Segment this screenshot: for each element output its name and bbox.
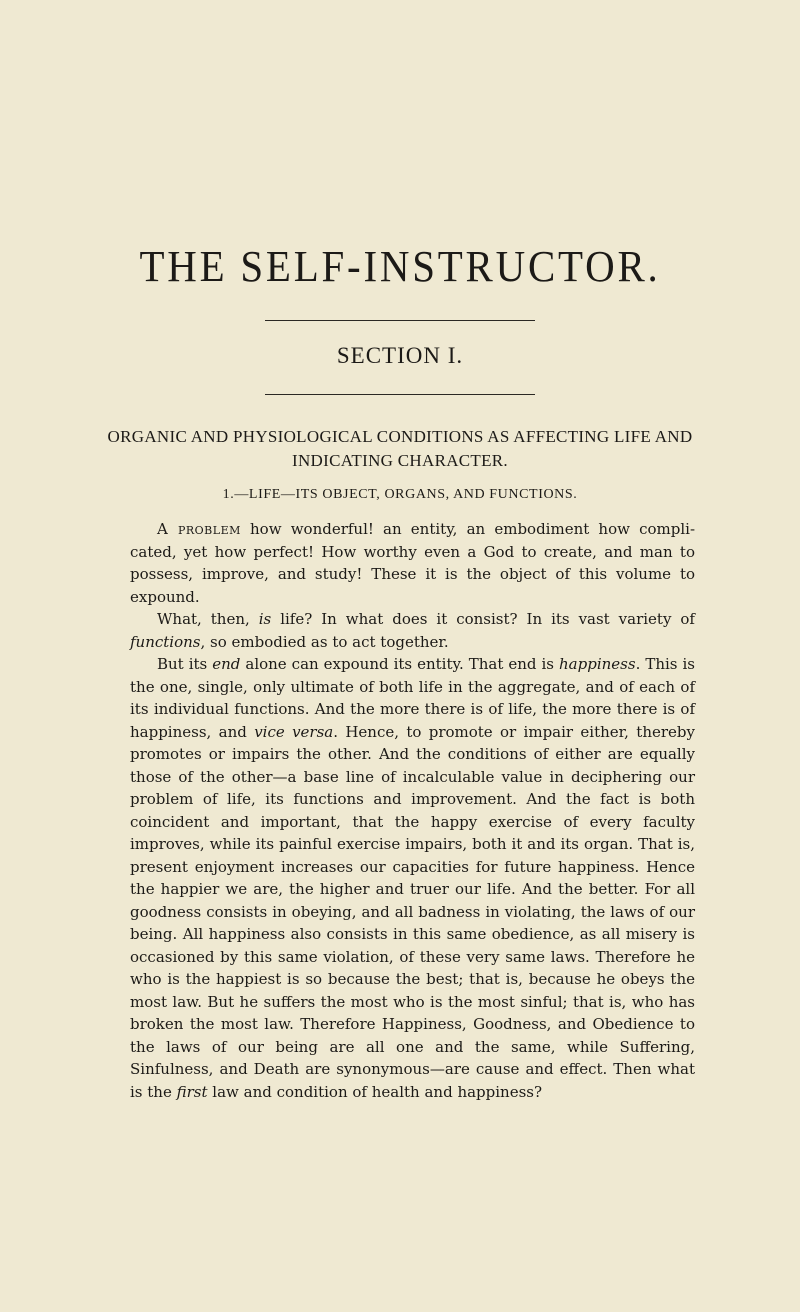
paragraph-what-is-life xyxy=(130,608,695,653)
subsection-heading: 1.—LIFE—ITS OBJECT, ORGANS, AND FUNCTIONS. xyxy=(222,487,578,502)
paragraph-text: life? In what does it consist? In its vast variety of xyxy=(271,610,695,628)
italic-word: end xyxy=(212,655,241,673)
title-rule-top xyxy=(265,320,535,321)
italic-word: first xyxy=(176,1082,208,1101)
paragraph-lead: A problem xyxy=(157,520,241,538)
italic-word: is xyxy=(258,610,272,628)
paragraph-text: But its xyxy=(157,655,213,673)
italic-word: vice versa xyxy=(254,722,334,741)
section-label: SECTION I. xyxy=(336,343,464,368)
paragraph-intro xyxy=(130,518,695,608)
paragraph-text: , so embodied as to act together. xyxy=(200,632,449,651)
paragraph-text: law and condition of health and happiness? xyxy=(207,1082,543,1101)
paragraph-text: . This is the one, single, only ultimate of both life in the aggregate, and of each of its individual functions. And the more there is of life, the more there is of happiness, and xyxy=(130,655,695,741)
chapter-heading: ORGANIC AND PHYSIOLOGICAL CONDITIONS AS AFFECTING LIFE AND INDICATING CHARACTER. xyxy=(107,427,693,470)
title-rule-bottom xyxy=(265,394,535,395)
paragraph-text: alone can expound its entity. That end is xyxy=(240,655,560,673)
italic-word: functions xyxy=(130,632,201,651)
italic-word: happiness xyxy=(559,655,636,673)
paragraph-text: . Hence, to promote or impair either, thereby promotes or impairs the other. And the conditions of either are equally those of the other—a base line of incalculable value in deciphering our problem of life, its functions and improvement. And the fact is both coincident and important, that the happy exercise of every faculty improves, while its painful exercise impairs, both it and its organ. That is, present enjoyment increases our capacities for future happiness. Hence the happier we are, the higher and truer our life. And the better. For all goodness consists in obeying, and all badness in violating, the laws of our being. All happiness also consists in this same obedience, as all misery is occasioned by this same violation, of these very same laws. Therefore he who is the happiest is so because the best; that is, because he obeys the most law. But he suffers the most who is the most sinful; that is, who has broken the most law. Therefore Happiness, Goodness, and Obedience to the laws of our being are all one and the same, while Suffering, Sinfulness, and Death are synonymous—are cause and effect. Then what is the xyxy=(130,722,695,1101)
paragraph-text: how wonderful! an entity, an embodiment how complicated, yet how perfect! How worthy even a God to create, and man to possess, improve, and study! These it is the object of this volume to expound. xyxy=(130,520,696,606)
paragraph-happiness xyxy=(130,653,695,1103)
paragraph-text: What, then, xyxy=(157,610,259,628)
book-title: THE SELF-INSTRUCTOR. xyxy=(139,242,661,291)
body-text xyxy=(130,518,695,1103)
